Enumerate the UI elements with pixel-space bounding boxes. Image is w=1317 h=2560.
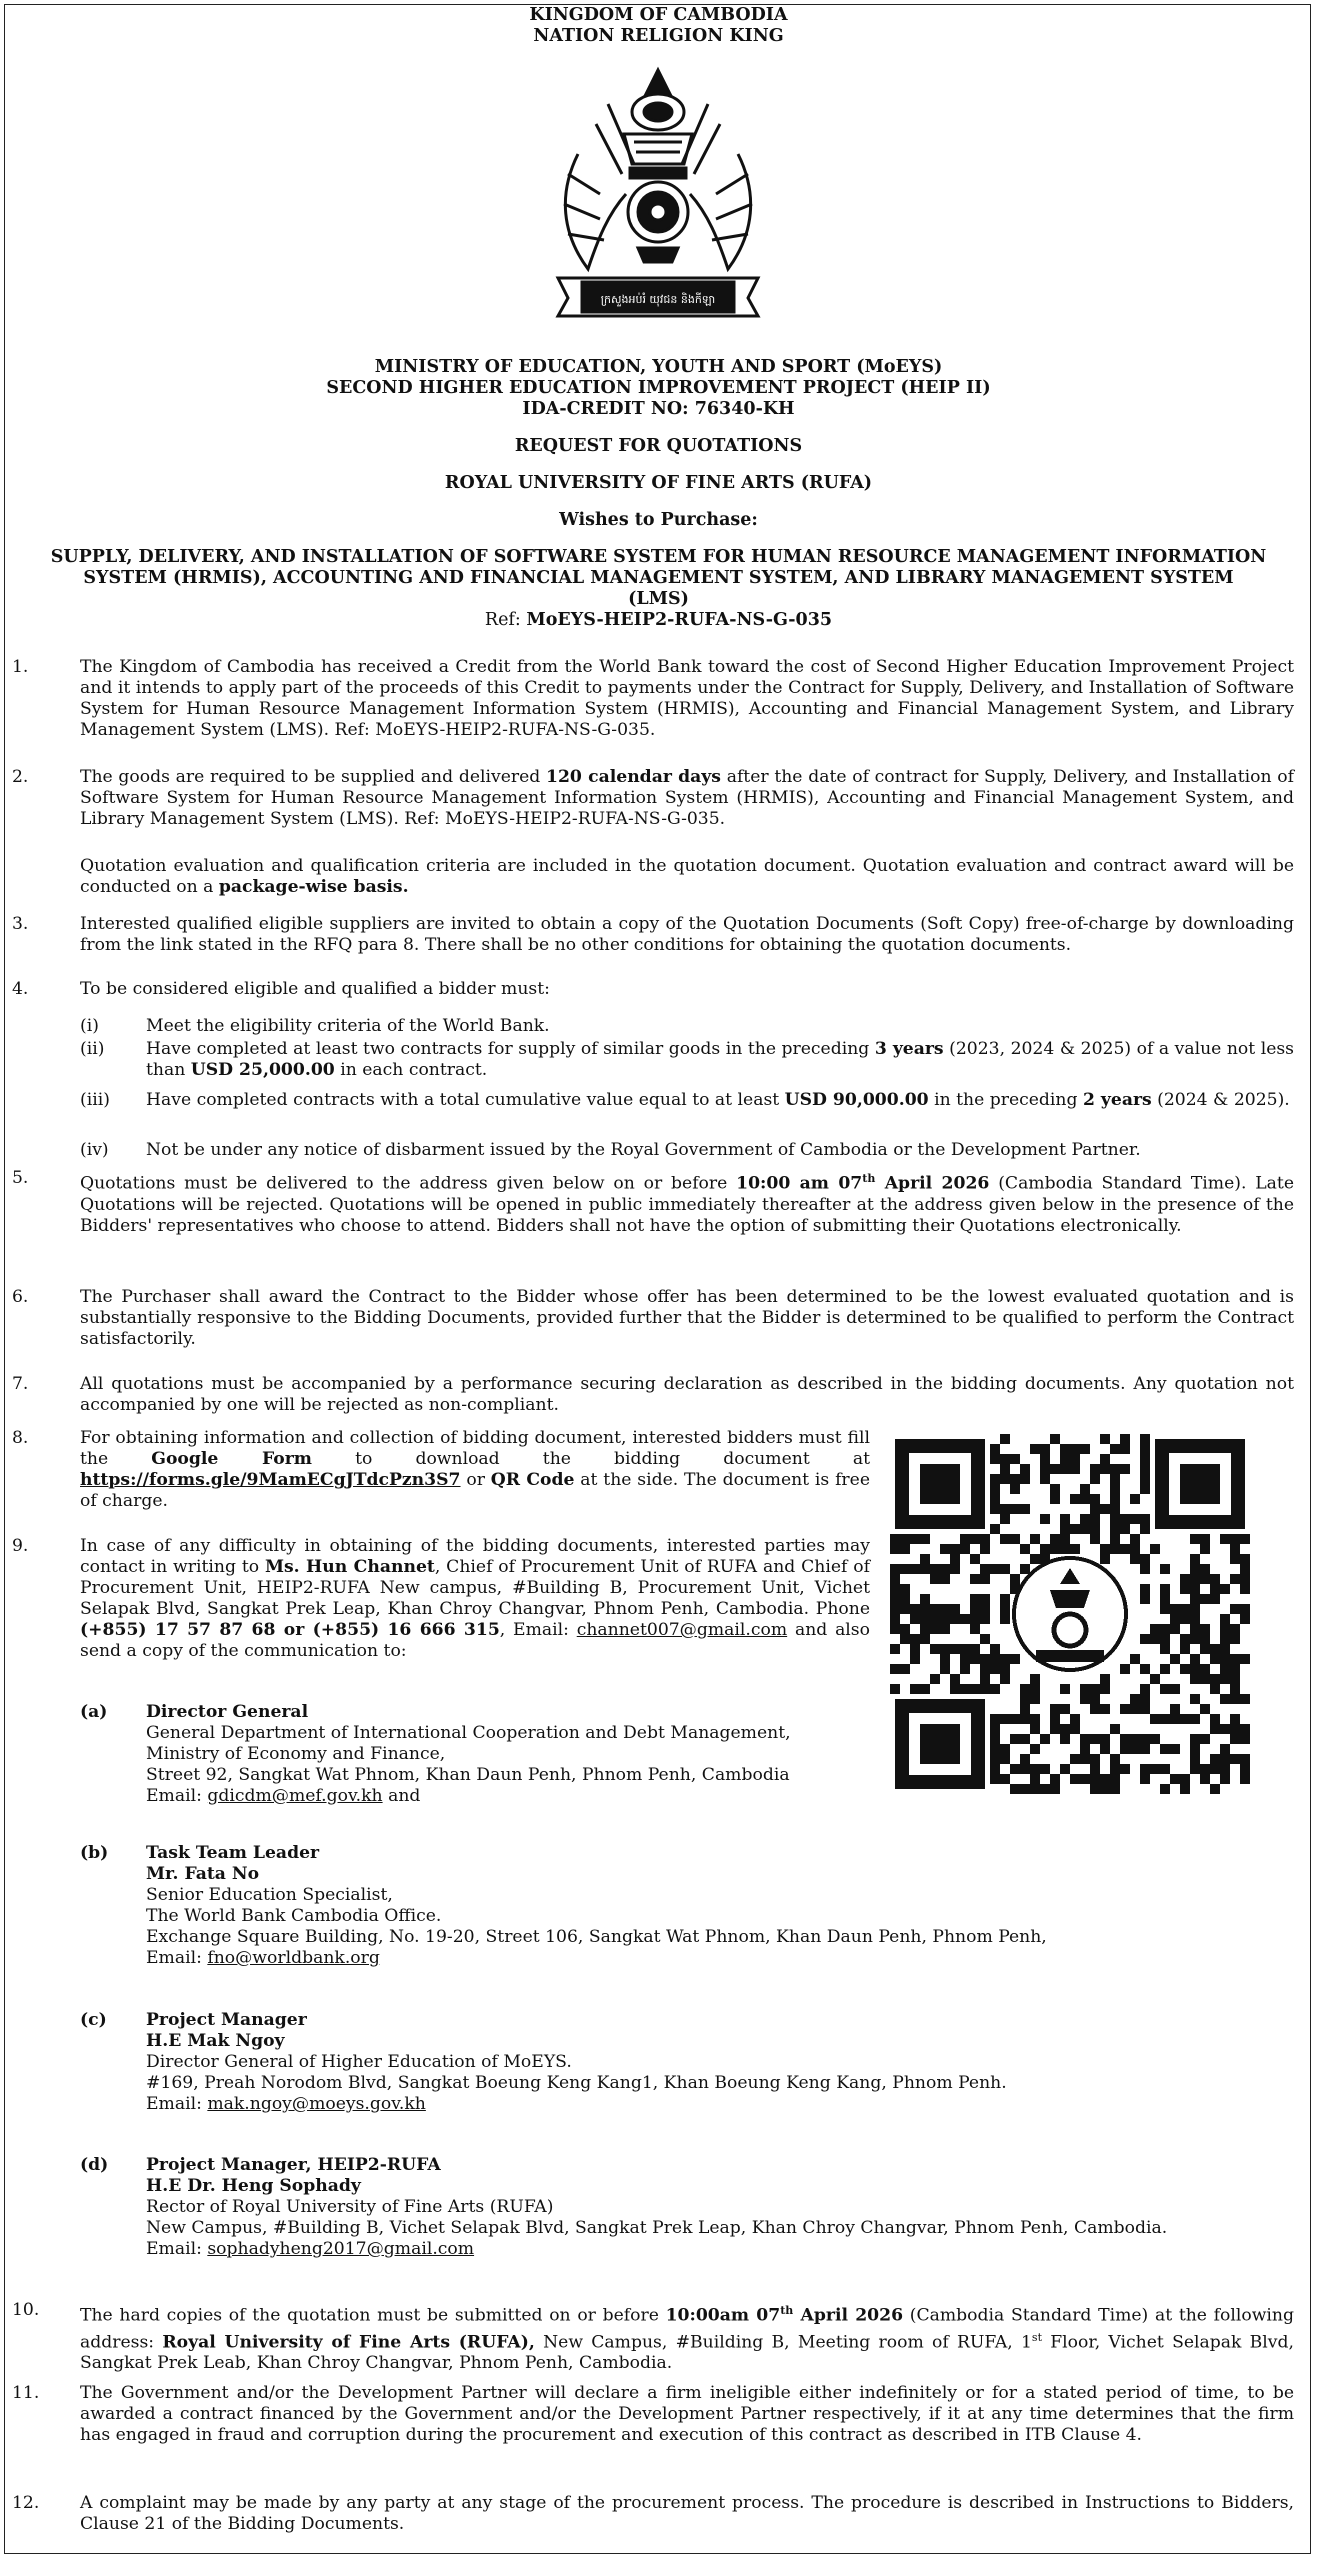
para-3-number: 3. [12,914,29,934]
channet-email-link[interactable]: channet007@gmail.com [576,1620,788,1640]
fno-email-link[interactable]: fno@worldbank.org [207,1948,380,1968]
emblem-banner-text: ក្រសួងអប់រំ យុវជន និងកីឡា [600,293,716,306]
project-name: SECOND HIGHER EDUCATION IMPROVEMENT PROJECT (HEIP II) [326,378,991,398]
qr-code[interactable] [890,1434,1250,1794]
wishes-to-purchase: Wishes to Purchase: [559,510,758,530]
para-7-number: 7. [12,1374,29,1394]
rfq-title: REQUEST FOR QUOTATIONS [514,436,803,456]
gdicdm-email-link[interactable]: gdicdm@mef.gov.kh [207,1786,383,1806]
para-10: The hard copies of the quotation must be submitted on or before 10:00am 07th April 2026 (Cambodia Standard Time) at the following address: Royal University of Fine Arts (RUFA), New Campus, #Building B, Meeting room of RUFA, 1st Floor, Vichet Selapak Blvd, Sangkat Prek Leab, Khan Chroy Changvar, Phnom Penh, Cambodia. [80,2304,1294,2374]
ministry-name: MINISTRY OF EDUCATION, YOUTH AND SPORT (MoEYS) [374,357,943,377]
para-12: A complaint may be made by any party at any stage of the procurement process. The procedure is described in Instructions to Bidders, Clause 21 of the Bidding Documents. [80,2493,1294,2534]
contact-project-manager: (c) Project Manager H.E Mak Ngoy Director General of Higher Education of MoEYS. #169, Preah Norodom Blvd, Sangkat Boeung Keng Kang1, Khan Boeung Keng Kang, Phnom Penh. Email: mak.ngoy@moeys.gov.kh [80,2010,1007,2114]
para-6: The Purchaser shall award the Contract to the Bidder whose offer has been determined to be the lowest evaluated quotation and is substantially responsive to the Bidding Documents, provided further that the Bidder is determined to be qualified to perform the Contract satisfactorily. [80,1287,1294,1349]
ministry-emblem-logo [538,64,778,326]
para-4-number: 4. [12,979,29,999]
para-2-evaluation: Quotation evaluation and qualification criteria are included in the quotation document. Quotation evaluation and contract award will be conducted on a package-wise basis. [80,856,1294,897]
procurement-subject: SUPPLY, DELIVERY, AND INSTALLATION OF SOFTWARE SYSTEM FOR HUMAN RESOURCE MANAGEMENT INFORMATION SYSTEM (HRMIS), ACCOUNTING AND FINANCIAL MANAGEMENT SYSTEM, AND LIBRARY MANAGEMENT SYSTEM (LMS) [50,547,1267,609]
para-4: To be considered eligible and qualified a bidder must: [80,979,550,999]
credit-number: IDA-CREDIT NO: 76340-KH [522,399,795,419]
criteria-i: (i) Meet the eligibility criteria of the World Bank. [80,1016,550,1036]
country-title: KINGDOM OF CAMBODIA [529,5,788,25]
sophady-email-link[interactable]: sophadyheng2017@gmail.com [207,2239,475,2259]
para-2: The goods are required to be supplied and delivered 120 calendar days after the date of contract for Supply, Delivery, and Installation of Software System for Human Resource Management Information System (HRMIS), Accounting and Financial Management System, and Library Management System (LMS). Ref: MoEYS-HEIP2-RUFA-NS-G-035. [80,767,1294,829]
criteria-iv: (iv) Not be under any notice of disbarment issued by the Royal Government of Cambodia or the Development Partner. [80,1140,1141,1160]
contact-project-manager-rufa: (d) Project Manager, HEIP2-RUFA H.E Dr. Heng Sophady Rector of Royal University of Fine Arts (RUFA) New Campus, #Building B, Vichet Selapak Blvd, Sangkat Prek Leap, Khan Chroy Changvar, Phnom Penh, Cambodia. Email: sophadyheng2017@gmail.com [80,2155,1168,2259]
criteria-iii: (iii) Have completed contracts with a total cumulative value equal to at least USD 90,000.00 in the preceding 2 years (2024 & 2025). [80,1090,1290,1110]
para-11: The Government and/or the Development Partner will declare a firm ineligible either indefinitely or for a stated period of time, to be awarded a contract financed by the Government and/or the Development Partner respectively, if it at any time determines that the firm has engaged in fraud and corruption during the procurement and execution of this contract as described in ITB Clause 4. [80,2383,1294,2445]
para-5: Quotations must be delivered to the address given below on or before 10:00 am 07th April 2026 (Cambodia Standard Time). Late Quotations will be rejected. Quotations will be opened in public immediately thereafter at the address given below in the presence of the Bidders' representatives who choose to attend. Bidders shall not have the option of submitting their Quotations electronically. [80,1172,1295,1236]
para-2-number: 2. [12,767,29,787]
para-7: All quotations must be accompanied by a performance securing declaration as described in the bidding documents. Any quotation not accompanied by one will be rejected as non-compliant. [80,1374,1294,1415]
ref-number: MoEYS-HEIP2-RUFA-NS-G-035 [526,610,833,630]
para-5-number: 5. [12,1168,29,1188]
para-6-number: 6. [12,1287,29,1307]
para-11-number: 11. [12,2383,40,2403]
national-motto: NATION RELIGION KING [533,26,784,46]
contact-director-general: (a) Director General General Department of International Cooperation and Debt Management, Ministry of Economy and Finance, Street 92, Sangkat Wat Phnom, Khan Daun Penh, Phnom Penh, Cambodia Email: gdicdm@mef.gov.kh and [80,1702,791,1806]
institution-name: ROYAL UNIVERSITY OF FINE ARTS (RUFA) [444,473,873,493]
google-form-link[interactable]: https://forms.gle/9MamECgJTdcPzn3S7 [80,1470,461,1490]
para-9: In case of any difficulty in obtaining of the bidding documents, interested parties may contact in writing to Ms. Hun Channet, Chief of Procurement Unit of RUFA and Chief of Procurement Unit, HEIP2-RUFA New campus, #Building B, Procurement Unit, Vichet Selapak Blvd, Sangkat Prek Leap, Khan Chroy Changvar, Phnom Penh, Cambodia. Phone (+855) 17 57 87 68 or (+855) 16 666 315, Email: channet007@gmail.com and also send a copy of the communication to: [80,1536,870,1661]
para-10-number: 10. [12,2300,40,2320]
contact-task-team-leader: (b) Task Team Leader Mr. Fata No Senior Education Specialist, The World Bank Cambodia Office. Exchange Square Building, No. 19-20, Street 106, Sangkat Wat Phnom, Khan Daun Penh, Phnom Penh, Email: fno@worldbank.org [80,1843,1047,1968]
contact-a-title: Director General [146,1702,309,1722]
para-12-number: 12. [12,2493,40,2513]
para-1: The Kingdom of Cambodia has received a Credit from the World Bank toward the cost of Second Higher Education Improvement Project and it intends to apply part of the proceeds of this Credit to payments under the Contract for Supply, Delivery, and Installation of Software System for Human Resource Management Information System (HRMIS), Accounting and Financial Management System, and Library Management System (LMS). Ref: MoEYS-HEIP2-RUFA-NS-G-035. [80,657,1294,740]
criteria-ii: (ii) Have completed at least two contracts for supply of similar goods in the preceding 3 years (2023, 2024 & 2025) of a value not less than USD 25,000.00 in each contract. [80,1039,1294,1080]
para-3: Interested qualified eligible suppliers are invited to obtain a copy of the Quotation Documents (Soft Copy) free-of-charge by downloading from the link stated in the RFQ para 8. There shall be no other conditions for obtaining the quotation documents. [80,914,1294,955]
para-1-number: 1. [12,657,29,677]
para-9-number: 9. [12,1536,29,1556]
para-8-number: 8. [12,1428,29,1448]
reference-line [0,610,1317,631]
mak-ngoy-email-link[interactable]: mak.ngoy@moeys.gov.kh [207,2094,426,2114]
ref-label: Ref: [484,610,527,630]
para-8: For obtaining information and collection of bidding document, interested bidders must fill the Google Form to download the bidding document at https://forms.gle/9MamECgJTdcPzn3S7 or QR Code at the side. The document is free of charge. [80,1428,870,1511]
